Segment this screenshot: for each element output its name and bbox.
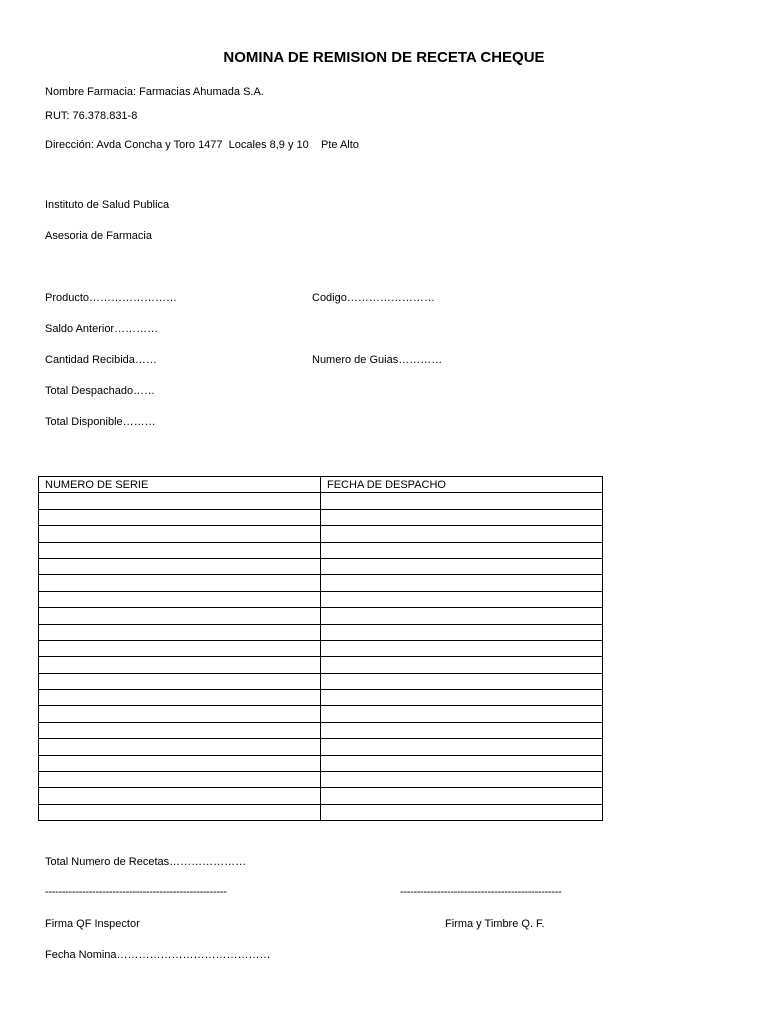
table-row	[39, 673, 603, 689]
table-row	[39, 608, 603, 624]
cell-fecha-despacho	[321, 558, 603, 574]
cell-numero-serie	[39, 755, 321, 771]
field-cantidad-recibida: Cantidad Recibida……	[45, 354, 157, 366]
cell-numero-serie	[39, 690, 321, 706]
cell-numero-serie	[39, 493, 321, 509]
rut: RUT: 76.378.831-8	[45, 110, 138, 122]
field-codigo: Codigo……………………	[312, 292, 435, 304]
recipient-department: Asesoria de Farmacia	[45, 230, 152, 242]
cell-fecha-despacho	[321, 673, 603, 689]
field-numero-guias: Numero de Guias…………	[312, 354, 443, 366]
cell-numero-serie	[39, 591, 321, 607]
table-row	[39, 509, 603, 525]
cell-fecha-despacho	[321, 706, 603, 722]
cell-fecha-despacho	[321, 542, 603, 558]
cell-fecha-despacho	[321, 804, 603, 820]
table-row	[39, 624, 603, 640]
table-row	[39, 640, 603, 656]
header-fecha-despacho: FECHA DE DESPACHO	[321, 477, 603, 493]
cell-fecha-despacho	[321, 608, 603, 624]
cell-numero-serie	[39, 509, 321, 525]
signature-line-left: ------------------------------------------------------	[45, 886, 227, 898]
cell-numero-serie	[39, 788, 321, 804]
cell-fecha-despacho	[321, 640, 603, 656]
table-row	[39, 493, 603, 509]
series-table	[38, 476, 603, 821]
pharmacy-name: Nombre Farmacia: Farmacias Ahumada S.A.	[45, 86, 264, 98]
header-numero-serie: NUMERO DE SERIE	[39, 477, 321, 493]
table-row	[39, 722, 603, 738]
cell-numero-serie	[39, 804, 321, 820]
cell-numero-serie	[39, 706, 321, 722]
table-row	[39, 575, 603, 591]
cell-fecha-despacho	[321, 575, 603, 591]
cell-numero-serie	[39, 608, 321, 624]
table-row	[39, 804, 603, 820]
cell-fecha-despacho	[321, 739, 603, 755]
recipient-institute: Instituto de Salud Publica	[45, 199, 170, 211]
cell-fecha-despacho	[321, 722, 603, 738]
cell-numero-serie	[39, 739, 321, 755]
firma-timbre-qf: Firma y Timbre Q. F.	[445, 918, 545, 930]
table-row	[39, 706, 603, 722]
table-row	[39, 755, 603, 771]
table-row	[39, 788, 603, 804]
table-row	[39, 558, 603, 574]
cell-numero-serie	[39, 722, 321, 738]
table-row	[39, 690, 603, 706]
cell-fecha-despacho	[321, 657, 603, 673]
table-row	[39, 739, 603, 755]
table-row	[39, 657, 603, 673]
table-row	[39, 772, 603, 788]
cell-fecha-despacho	[321, 624, 603, 640]
address: Dirección: Avda Concha y Toro 1477 Locales 8,9 y 10 Pte Alto	[45, 139, 359, 151]
cell-numero-serie	[39, 624, 321, 640]
cell-fecha-despacho	[321, 509, 603, 525]
fecha-nomina: Fecha Nomina……………………………………	[45, 949, 271, 961]
cell-numero-serie	[39, 558, 321, 574]
cell-numero-serie	[39, 640, 321, 656]
table-row	[39, 526, 603, 542]
table-row	[39, 542, 603, 558]
document-title: NOMINA DE REMISION DE RECETA CHEQUE	[223, 49, 545, 66]
table-row	[39, 591, 603, 607]
field-saldo-anterior: Saldo Anterior…………	[45, 323, 159, 335]
field-total-disponible: Total Disponible………	[45, 416, 156, 428]
cell-numero-serie	[39, 657, 321, 673]
cell-fecha-despacho	[321, 755, 603, 771]
cell-numero-serie	[39, 772, 321, 788]
cell-fecha-despacho	[321, 591, 603, 607]
signature-line-right: ------------------------------------------------	[400, 886, 562, 898]
cell-numero-serie	[39, 575, 321, 591]
cell-fecha-despacho	[321, 772, 603, 788]
cell-numero-serie	[39, 526, 321, 542]
cell-numero-serie	[39, 673, 321, 689]
cell-fecha-despacho	[321, 526, 603, 542]
firma-qf-inspector: Firma QF Inspector	[45, 918, 140, 930]
table-body	[39, 493, 603, 821]
total-numero-recetas: Total Numero de Recetas…………………	[45, 856, 247, 868]
cell-fecha-despacho	[321, 493, 603, 509]
table-header-row	[39, 477, 603, 493]
field-total-despachado: Total Despachado……	[45, 385, 156, 397]
field-producto: Producto……………………	[45, 292, 178, 304]
cell-numero-serie	[39, 542, 321, 558]
cell-fecha-despacho	[321, 690, 603, 706]
cell-fecha-despacho	[321, 788, 603, 804]
